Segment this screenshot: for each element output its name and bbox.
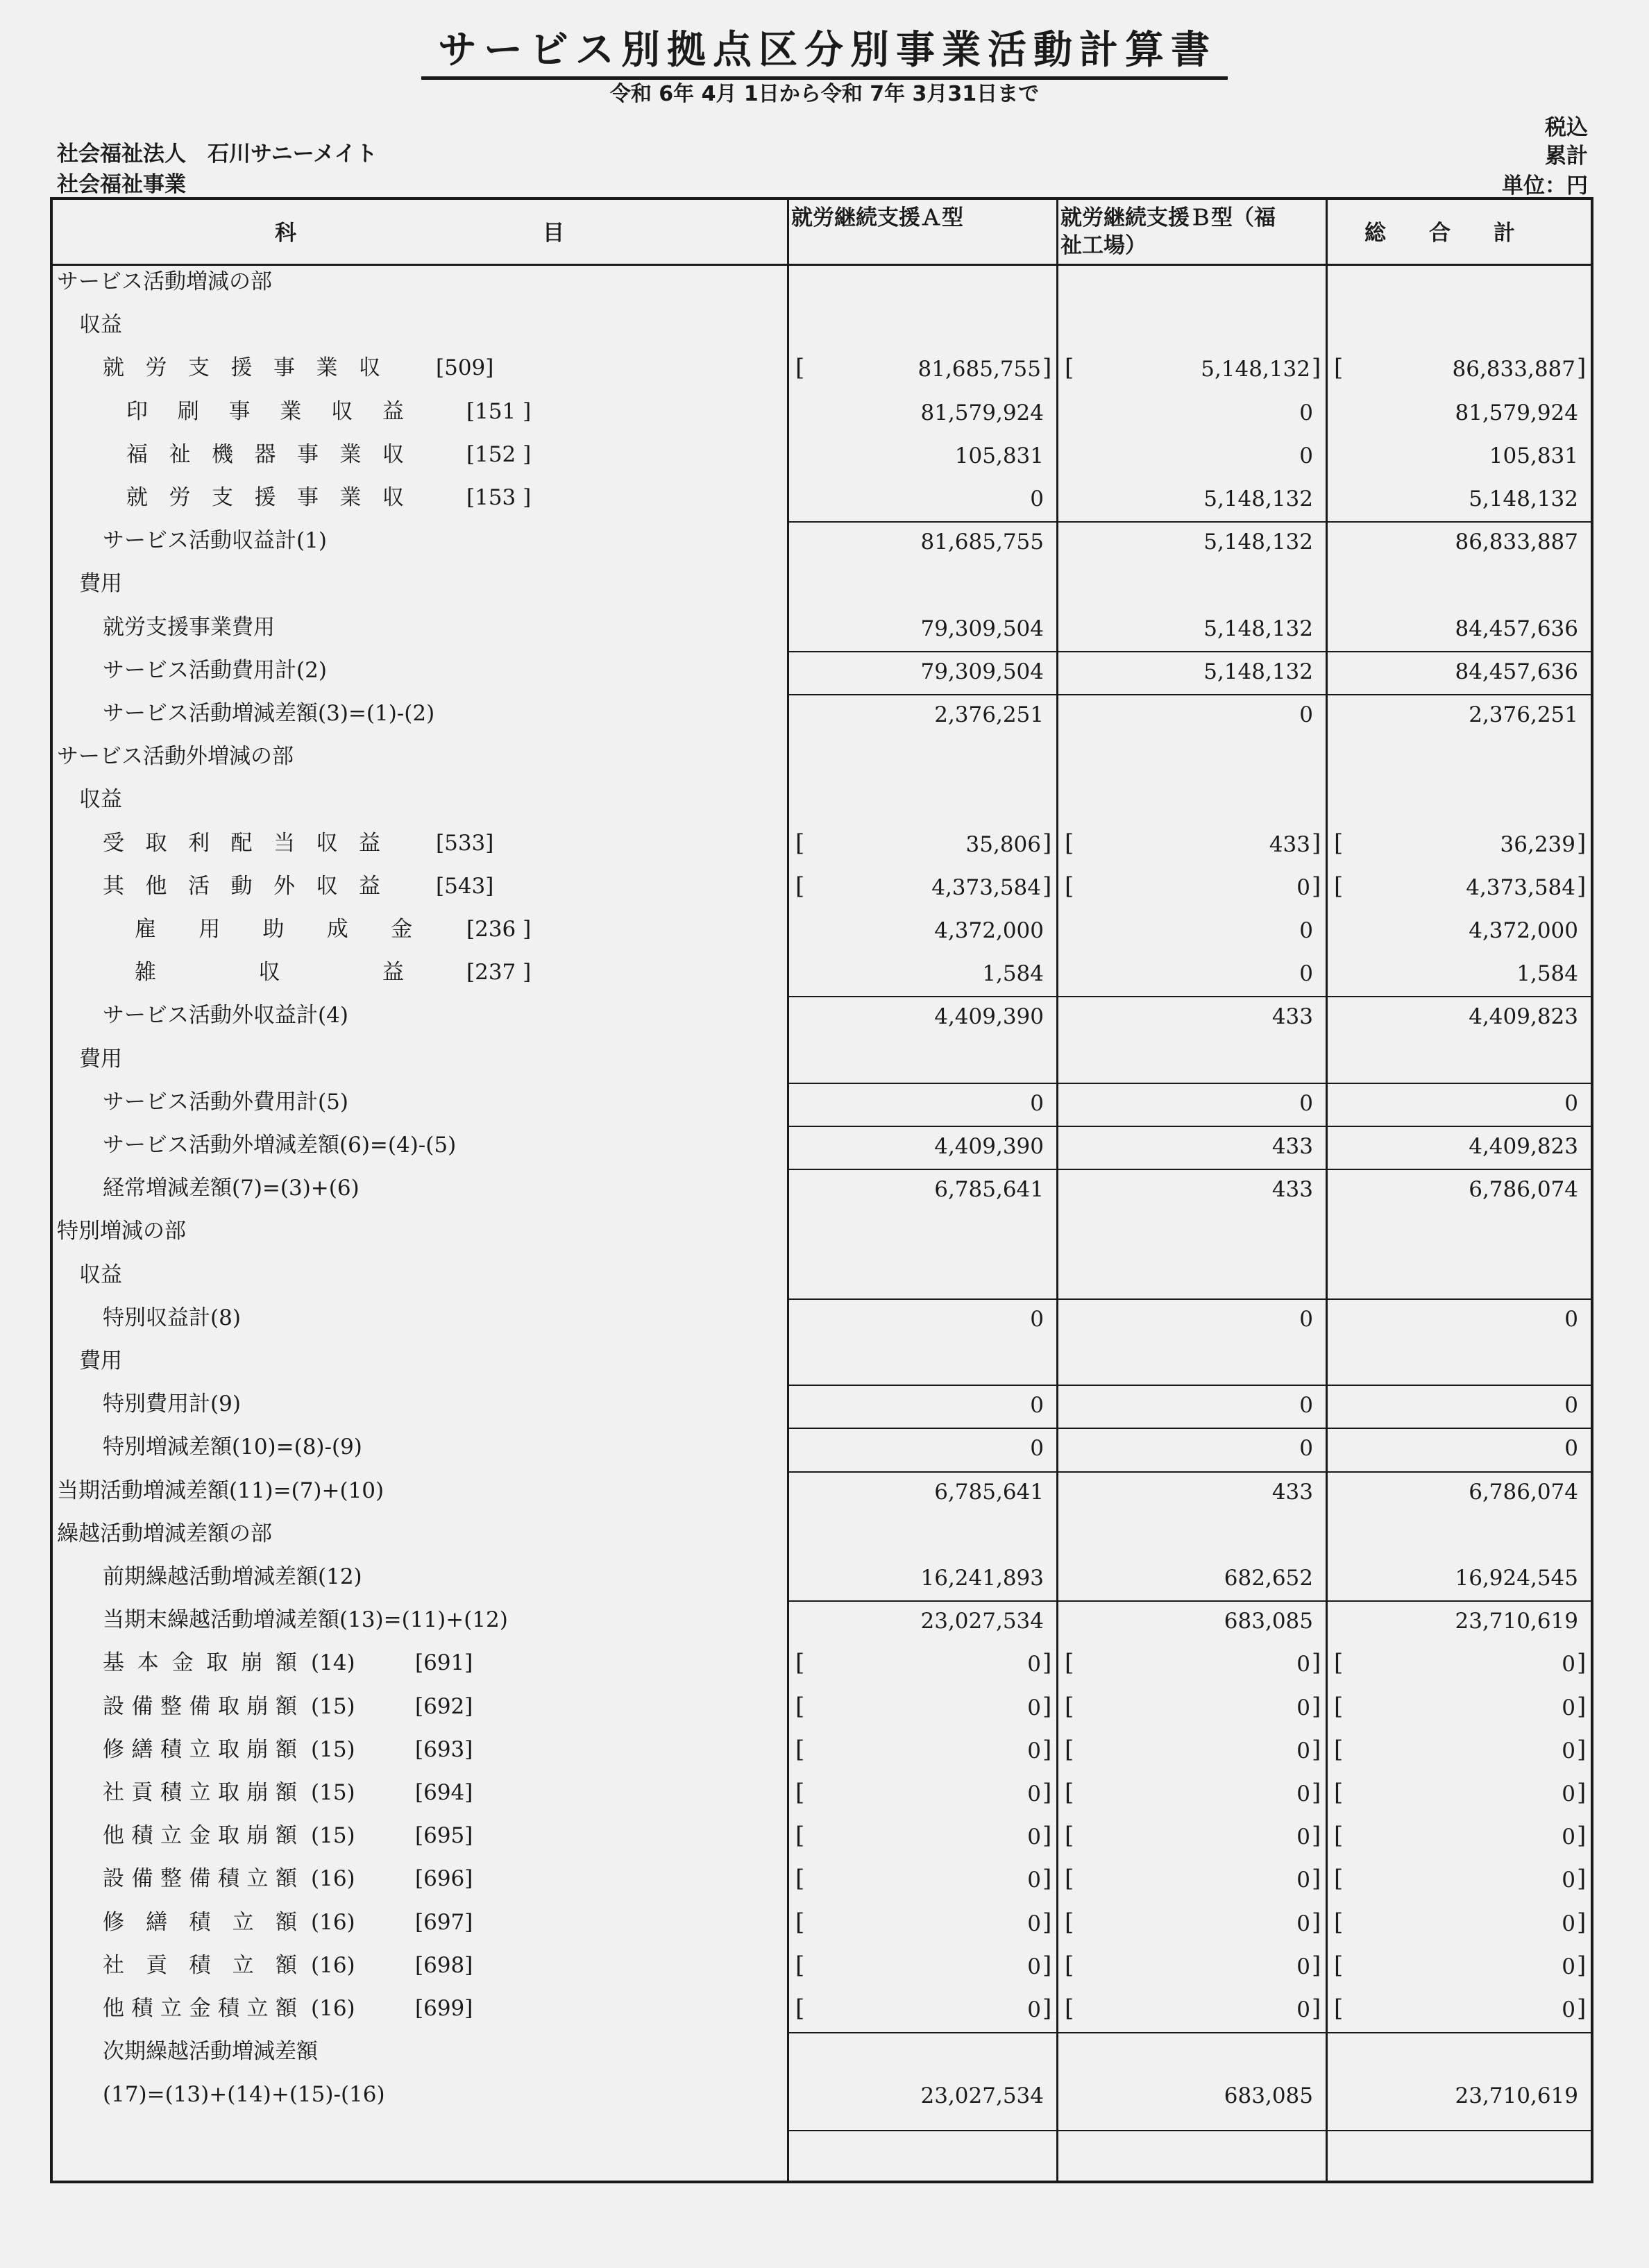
amount-b: 0 — [1299, 1090, 1313, 1116]
amount-t: 2,376,251 — [1469, 702, 1578, 727]
account-code: [692] — [415, 1693, 473, 1719]
amount-a: 0 — [1027, 1911, 1041, 1936]
amount-b: 5,148,132 — [1203, 616, 1313, 641]
amount-a: 0 — [1027, 1868, 1041, 1893]
amount-t: 4,372,000 — [1469, 918, 1578, 943]
amount-t: 0 — [1562, 1825, 1575, 1850]
amount-t: 4,409,823 — [1469, 1004, 1578, 1030]
amount-t: 84,457,636 — [1455, 659, 1578, 684]
row-label: サービス活動費用計(2) — [103, 657, 327, 683]
cumulative-note: 累計 — [1545, 144, 1588, 169]
row-label: 基 本 金 取 崩 額 — [103, 1650, 297, 1676]
account-code: [236 ] — [466, 917, 532, 942]
amount-a: 105,831 — [954, 443, 1044, 468]
amount-a: 0 — [1030, 1090, 1044, 1116]
amount-b: 5,148,132 — [1201, 357, 1310, 382]
amount-a: 79,309,504 — [920, 616, 1044, 641]
col-item-left: 科 — [275, 221, 296, 246]
amount-b: 5,148,132 — [1203, 659, 1313, 684]
bracket-close: ] — [1042, 1735, 1052, 1763]
row-label: 経常増減差額(7)=(3)+(6) — [103, 1176, 360, 1201]
row-label: サービス活動外費用計(5) — [103, 1089, 348, 1115]
bracket-open: [ — [1334, 1822, 1344, 1850]
bracket-close: ] — [1312, 872, 1321, 900]
bracket-close: ] — [1312, 829, 1321, 857]
column-divider — [1056, 200, 1058, 2181]
row-label: 費用 — [79, 571, 122, 597]
row-label: 費用 — [79, 1348, 122, 1373]
amount-t: 0 — [1562, 1738, 1575, 1763]
bracket-open: [ — [795, 1995, 805, 2022]
header-rule — [53, 264, 1591, 266]
bracket-open: [ — [1334, 1951, 1344, 1979]
row-label-suffix: (16) — [311, 1909, 355, 1935]
amount-b: 0 — [1299, 1436, 1313, 1462]
amount-t: 81,579,924 — [1455, 400, 1578, 425]
bracket-close: ] — [1042, 1692, 1052, 1720]
row-label: 特別費用計(9) — [103, 1391, 241, 1417]
bracket-close: ] — [1312, 1995, 1321, 2022]
tax-note: 税込 — [1545, 115, 1588, 140]
document-title: サービス別拠点区分別事業活動計算書 — [0, 19, 1649, 80]
row-label: 印 刷 事 業 収 益 — [126, 398, 404, 424]
row-label: 他 積 立 金 積 立 額 — [103, 1996, 297, 2021]
row-label: 修 繕 積 立 取 崩 額 — [103, 1736, 297, 1762]
amount-a: 0 — [1030, 1306, 1044, 1332]
amount-a: 23,027,534 — [920, 2083, 1044, 2109]
row-label: 特別収益計(8) — [103, 1305, 241, 1330]
row-label-suffix: (16) — [311, 1952, 355, 1978]
account-code: [509] — [436, 355, 494, 381]
row-label: 次期繰越活動増減差額 — [103, 2039, 318, 2065]
account-code: [697] — [415, 1909, 473, 1935]
amount-t: 0 — [1564, 1436, 1578, 1462]
bracket-close: ] — [1577, 872, 1587, 900]
bracket-close: ] — [1312, 1951, 1321, 1979]
amount-a: 4,372,000 — [934, 918, 1044, 943]
amount-t: 0 — [1564, 1393, 1578, 1419]
amount-t: 23,710,619 — [1455, 2083, 1578, 2109]
account-code: [543] — [436, 873, 494, 899]
period: 令和 6年 4月 1日から令和 7年 3月31日まで — [609, 82, 1040, 106]
bracket-open: [ — [1334, 1649, 1344, 1677]
bracket-close: ] — [1042, 1865, 1052, 1893]
amount-a: 0 — [1027, 1652, 1041, 1677]
row-rule — [787, 1298, 1591, 1300]
col-b-header-line1: 就労継続支援Ｂ型（福 — [1060, 205, 1276, 230]
bracket-close: ] — [1577, 1995, 1587, 2022]
amount-b: 683,085 — [1224, 1609, 1313, 1634]
column-divider — [1326, 200, 1328, 2181]
bracket-close: ] — [1312, 1908, 1321, 1936]
row-label: 福 祉 機 器 事 業 収 — [126, 441, 404, 467]
amount-a: 6,785,641 — [934, 1479, 1044, 1505]
bracket-close: ] — [1312, 1735, 1321, 1763]
amount-a: 35,806 — [965, 831, 1041, 857]
bracket-close: ] — [1577, 1692, 1587, 1720]
row-label: 他 積 立 金 取 崩 額 — [103, 1823, 297, 1849]
amount-a: 81,685,755 — [920, 530, 1044, 555]
amount-b: 0 — [1296, 1997, 1310, 2022]
amount-b: 0 — [1296, 1738, 1310, 1763]
amount-a: 81,685,755 — [917, 357, 1041, 382]
row-label-suffix: (15) — [311, 1823, 355, 1849]
row-label: サービス活動外収益計(4) — [103, 1003, 348, 1029]
bracket-close: ] — [1312, 1649, 1321, 1677]
row-rule — [787, 1169, 1591, 1170]
bracket-open: [ — [795, 1692, 805, 1720]
account-code: [152 ] — [466, 441, 532, 467]
row-rule — [787, 1428, 1591, 1429]
amount-t: 1,584 — [1516, 961, 1578, 987]
row-label-suffix: (15) — [311, 1693, 355, 1719]
account-code: [698] — [415, 1952, 473, 1978]
bracket-close: ] — [1312, 1779, 1321, 1806]
row-label: 其 他 活 動 外 収 益 — [103, 873, 380, 899]
bracket-close: ] — [1577, 1779, 1587, 1806]
bracket-close: ] — [1042, 1779, 1052, 1806]
amount-a: 0 — [1030, 1436, 1044, 1462]
bracket-open: [ — [795, 1951, 805, 1979]
account-code: [691] — [415, 1650, 473, 1676]
account-code: [695] — [415, 1823, 473, 1849]
amount-t: 0 — [1562, 1911, 1575, 1936]
bracket-open: [ — [1065, 354, 1074, 382]
bracket-open: [ — [795, 1865, 805, 1893]
amount-t: 4,409,823 — [1469, 1134, 1578, 1159]
footer-rule — [787, 2130, 1591, 2131]
account-code: [696] — [415, 1866, 473, 1892]
row-label: 当期活動増減差額(11)=(7)+(10) — [57, 1478, 384, 1503]
amount-b: 0 — [1299, 961, 1313, 987]
bracket-close: ] — [1577, 1908, 1587, 1936]
amount-b: 0 — [1299, 400, 1313, 425]
row-label: 収益 — [79, 1262, 122, 1287]
amount-b: 683,085 — [1224, 2083, 1313, 2109]
bracket-open: [ — [1334, 1865, 1344, 1893]
bracket-close: ] — [1042, 1822, 1052, 1850]
row-label: 修 繕 積 立 額 — [103, 1909, 297, 1935]
bracket-close: ] — [1042, 354, 1052, 382]
amount-b: 433 — [1269, 831, 1310, 857]
account-code: [151 ] — [466, 398, 532, 424]
bracket-open: [ — [1334, 872, 1344, 900]
row-label-suffix: (16) — [311, 1996, 355, 2021]
bracket-close: ] — [1042, 1995, 1052, 2022]
amount-b: 433 — [1271, 1134, 1313, 1159]
bracket-open: [ — [1334, 1735, 1344, 1763]
unit-note: 単位：円 — [1502, 174, 1588, 198]
bracket-open: [ — [795, 1822, 805, 1850]
bracket-close: ] — [1042, 872, 1052, 900]
amount-t: 23,710,619 — [1455, 1609, 1578, 1634]
amount-t: 0 — [1562, 1695, 1575, 1720]
bracket-open: [ — [1065, 1649, 1074, 1677]
amount-t: 16,924,545 — [1455, 1566, 1578, 1591]
amount-a: 0 — [1027, 1738, 1041, 1763]
bracket-close: ] — [1042, 1908, 1052, 1936]
bracket-close: ] — [1042, 1649, 1052, 1677]
amount-b: 0 — [1296, 1825, 1310, 1850]
amount-a: 0 — [1030, 1393, 1044, 1419]
bracket-open: [ — [1065, 829, 1074, 857]
amount-b: 0 — [1296, 1782, 1310, 1806]
row-label: 特別増減差額(10)=(8)-(9) — [103, 1435, 362, 1460]
bracket-open: [ — [795, 354, 805, 382]
row-label: 費用 — [79, 1046, 122, 1072]
row-label: 前期繰越活動増減差額(12) — [103, 1564, 362, 1589]
amount-b: 433 — [1271, 1004, 1313, 1030]
amount-b: 0 — [1299, 702, 1313, 727]
bracket-open: [ — [1065, 1692, 1074, 1720]
account-code: [693] — [415, 1736, 473, 1762]
bracket-close: ] — [1042, 829, 1052, 857]
amount-t: 0 — [1564, 1306, 1578, 1332]
bracket-open: [ — [1065, 1951, 1074, 1979]
amount-t: 84,457,636 — [1455, 616, 1578, 641]
amount-a: 23,027,534 — [920, 1609, 1044, 1634]
bracket-open: [ — [1065, 1908, 1074, 1936]
amount-b: 682,652 — [1224, 1566, 1313, 1591]
bracket-close: ] — [1312, 1692, 1321, 1720]
row-label-suffix: (16) — [311, 1866, 355, 1892]
row-label: 設 備 整 備 積 立 額 — [103, 1866, 297, 1892]
bracket-close: ] — [1312, 1822, 1321, 1850]
account-code: [153 ] — [466, 485, 532, 510]
row-label: 社 貢 積 立 額 — [103, 1952, 297, 1978]
bracket-open: [ — [1065, 1865, 1074, 1893]
bracket-close: ] — [1312, 354, 1321, 382]
bracket-close: ] — [1577, 1951, 1587, 1979]
amount-b: 5,148,132 — [1203, 486, 1313, 511]
row-label: 繰越活動増減差額の部 — [57, 1521, 272, 1546]
amount-b: 0 — [1299, 918, 1313, 943]
col-b-header-line2: 祉工場） — [1060, 233, 1147, 258]
org-name: 社会福祉法人 石川サニーメイト — [57, 142, 378, 167]
amount-t: 6,786,074 — [1469, 1479, 1578, 1505]
account-code: [699] — [415, 1996, 473, 2021]
row-rule — [787, 1385, 1591, 1386]
amount-t: 0 — [1562, 1782, 1575, 1806]
row-rule — [787, 1083, 1591, 1084]
bracket-open: [ — [1065, 1779, 1074, 1806]
row-rule — [787, 2032, 1591, 2033]
amount-a: 1,584 — [982, 961, 1044, 987]
row-label: サービス活動増減差額(3)=(1)-(2) — [103, 701, 435, 726]
bracket-open: [ — [795, 829, 805, 857]
amount-a: 0 — [1030, 486, 1044, 511]
amount-b: 0 — [1299, 1393, 1313, 1419]
amount-a: 81,579,924 — [920, 400, 1044, 425]
amount-b: 0 — [1299, 1306, 1313, 1332]
amount-b: 0 — [1299, 443, 1313, 468]
amount-a: 0 — [1027, 1825, 1041, 1850]
row-label: (17)=(13)+(14)+(15)-(16) — [103, 2082, 385, 2108]
division: 社会福祉事業 — [57, 172, 186, 197]
row-label: 就 労 支 援 事 業 収 — [126, 485, 404, 510]
row-label: 当期末繰越活動増減差額(13)=(11)+(12) — [103, 1607, 508, 1633]
amount-t: 0 — [1562, 1997, 1575, 2022]
amount-a: 4,373,584 — [931, 874, 1041, 900]
bracket-open: [ — [1334, 354, 1344, 382]
amount-t: 0 — [1562, 1954, 1575, 1979]
amount-b: 0 — [1296, 1911, 1310, 1936]
account-code: [237 ] — [466, 960, 532, 985]
bracket-close: ] — [1577, 829, 1587, 857]
row-label: 社 貢 積 立 取 崩 額 — [103, 1780, 297, 1805]
amount-b: 0 — [1296, 1868, 1310, 1893]
amount-b: 5,148,132 — [1203, 530, 1313, 555]
row-label-suffix: (15) — [311, 1736, 355, 1762]
row-label: 雑 収 益 — [135, 960, 404, 985]
row-label: 受 取 利 配 当 収 益 — [103, 830, 380, 856]
bracket-open: [ — [1334, 1995, 1344, 2022]
row-label: 特別増減の部 — [57, 1219, 186, 1244]
col-a-header: 就労継続支援Ａ型 — [791, 205, 963, 230]
amount-t: 0 — [1562, 1868, 1575, 1893]
bracket-open: [ — [1065, 1735, 1074, 1763]
bracket-open: [ — [795, 1649, 805, 1677]
row-label: サービス活動外増減の部 — [57, 744, 294, 770]
bracket-close: ] — [1312, 1865, 1321, 1893]
amount-t: 0 — [1564, 1090, 1578, 1116]
bracket-open: [ — [1334, 1908, 1344, 1936]
row-label: 収益 — [79, 787, 122, 813]
row-label: 就労支援事業費用 — [103, 614, 275, 640]
bracket-open: [ — [795, 1779, 805, 1806]
amount-t: 5,148,132 — [1469, 486, 1578, 511]
bracket-open: [ — [795, 1735, 805, 1763]
amount-b: 0 — [1296, 1954, 1310, 1979]
amount-t: 0 — [1562, 1652, 1575, 1677]
col-total-header: 総 合 計 — [1364, 221, 1515, 246]
amount-t: 4,373,584 — [1466, 874, 1575, 900]
row-label: サービス活動収益計(1) — [103, 528, 327, 554]
row-rule — [787, 1126, 1591, 1127]
amount-a: 0 — [1027, 1782, 1041, 1806]
column-divider — [787, 200, 789, 2181]
amount-a: 0 — [1027, 1695, 1041, 1720]
bracket-open: [ — [795, 1908, 805, 1936]
bracket-open: [ — [795, 872, 805, 900]
bracket-close: ] — [1577, 354, 1587, 382]
amount-b: 433 — [1271, 1479, 1313, 1505]
bracket-open: [ — [1334, 829, 1344, 857]
row-label-suffix: (15) — [311, 1780, 355, 1805]
amount-b: 433 — [1271, 1177, 1313, 1203]
bracket-open: [ — [1334, 1692, 1344, 1720]
amount-t: 105,831 — [1489, 443, 1578, 468]
row-rule — [787, 694, 1591, 695]
amount-b: 0 — [1296, 874, 1310, 900]
statement-table — [50, 197, 1593, 2183]
col-item-right: 目 — [543, 221, 564, 246]
bracket-open: [ — [1065, 1822, 1074, 1850]
bracket-close: ] — [1577, 1865, 1587, 1893]
bracket-close: ] — [1577, 1735, 1587, 1763]
bracket-open: [ — [1334, 1779, 1344, 1806]
row-label: 収益 — [79, 312, 122, 338]
amount-a: 2,376,251 — [934, 702, 1044, 727]
amount-a: 4,409,390 — [934, 1004, 1044, 1030]
row-label: 就 労 支 援 事 業 収 — [103, 355, 380, 381]
row-label: サービス活動増減の部 — [57, 269, 272, 294]
row-rule — [787, 521, 1591, 523]
row-rule — [787, 996, 1591, 997]
amount-a: 0 — [1027, 1997, 1041, 2022]
amount-t: 86,833,887 — [1452, 357, 1575, 382]
row-label: サービス活動外増減差額(6)=(4)-(5) — [103, 1133, 457, 1158]
amount-b: 0 — [1296, 1652, 1310, 1677]
bracket-close: ] — [1042, 1951, 1052, 1979]
amount-t: 6,786,074 — [1469, 1177, 1578, 1203]
amount-a: 4,409,390 — [934, 1134, 1044, 1159]
amount-a: 6,785,641 — [934, 1177, 1044, 1203]
row-label: 雇 用 助 成 金 — [135, 917, 412, 942]
bracket-close: ] — [1577, 1822, 1587, 1850]
amount-a: 16,241,893 — [920, 1566, 1044, 1591]
amount-t: 36,239 — [1500, 831, 1575, 857]
row-rule — [787, 1600, 1591, 1602]
amount-a: 79,309,504 — [920, 659, 1044, 684]
amount-b: 0 — [1296, 1695, 1310, 1720]
amount-t: 86,833,887 — [1455, 530, 1578, 555]
row-rule — [787, 651, 1591, 652]
row-rule — [787, 1471, 1591, 1473]
row-label: 設 備 整 備 取 崩 額 — [103, 1693, 297, 1719]
amount-a: 0 — [1027, 1954, 1041, 1979]
row-label-suffix: (14) — [311, 1650, 355, 1676]
bracket-close: ] — [1577, 1649, 1587, 1677]
account-code: [533] — [436, 830, 494, 856]
bracket-open: [ — [1065, 1995, 1074, 2022]
bracket-open: [ — [1065, 872, 1074, 900]
account-code: [694] — [415, 1780, 473, 1805]
